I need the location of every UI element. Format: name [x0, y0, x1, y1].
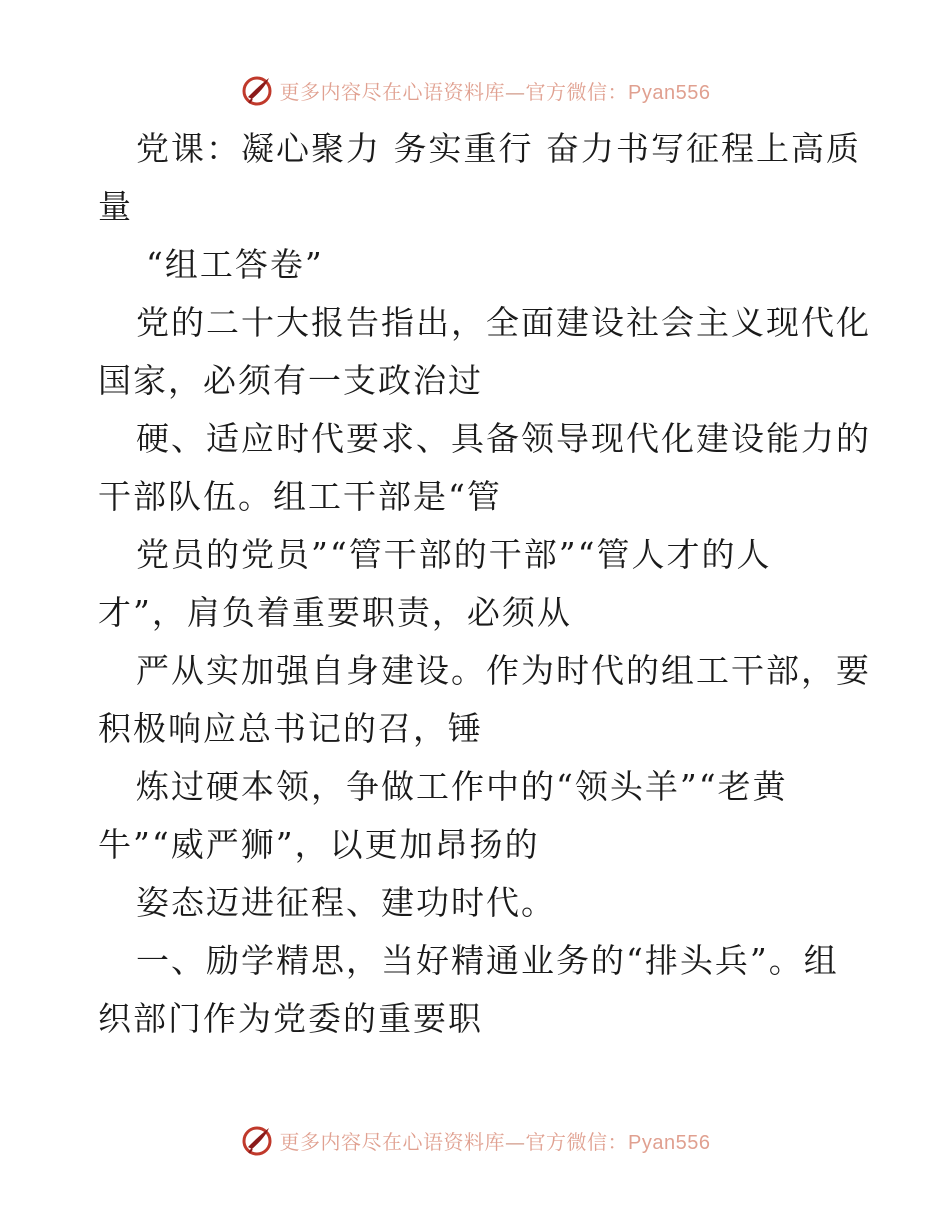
footer-banner	[0, 1120, 950, 1160]
section-heading-line: 一、励学精思，当好精通业务的“排头兵”。组	[136, 941, 839, 980]
paragraph-line: 硬、适应时代要求、具备领导现代化建设能力的	[136, 419, 871, 458]
paragraph-line: 国家，必须有一支政治过	[98, 361, 483, 400]
document-title-line-2: 量	[98, 187, 133, 226]
document-subtitle: “组工答卷”	[146, 245, 324, 284]
paragraph-line: 干部队伍。组工干部是“管	[98, 477, 502, 516]
paragraph-line: 严从实加强自身建设。作为时代的组工干部，要	[136, 651, 871, 690]
paragraph-line: 积极响应总书记的召，锤	[98, 709, 483, 748]
paragraph-line: 才”，肩负着重要职责，必须从	[98, 593, 572, 632]
paragraph-line: 党的二十大报告指出，全面建设社会主义现代化	[136, 303, 871, 342]
footer-banner-text: 更多内容尽在心语资料库—官方微信：Pyan556	[279, 1129, 711, 1154]
header-banner	[0, 70, 950, 110]
paragraph-line: 党员的党员”“管干部的干部”“管人才的人	[136, 535, 772, 574]
header-banner-text: 更多内容尽在心语资料库—官方微信：Pyan556	[279, 79, 711, 104]
document-title-line-1: 党课：凝心聚力 务实重行 奋力书写征程上高质	[136, 129, 861, 168]
quill-pen-logo-icon	[240, 73, 274, 107]
paragraph-line: 织部门作为党委的重要职	[98, 999, 483, 1038]
paragraph-line: 牛”“威严狮”，以更加昂扬的	[98, 825, 540, 864]
quill-pen-logo-icon	[240, 1123, 274, 1157]
document-body	[98, 120, 871, 1048]
paragraph-line: 炼过硬本领，争做工作中的“领头羊”“老黄	[136, 767, 788, 806]
paragraph-line: 姿态迈进征程、建功时代。	[136, 883, 556, 922]
